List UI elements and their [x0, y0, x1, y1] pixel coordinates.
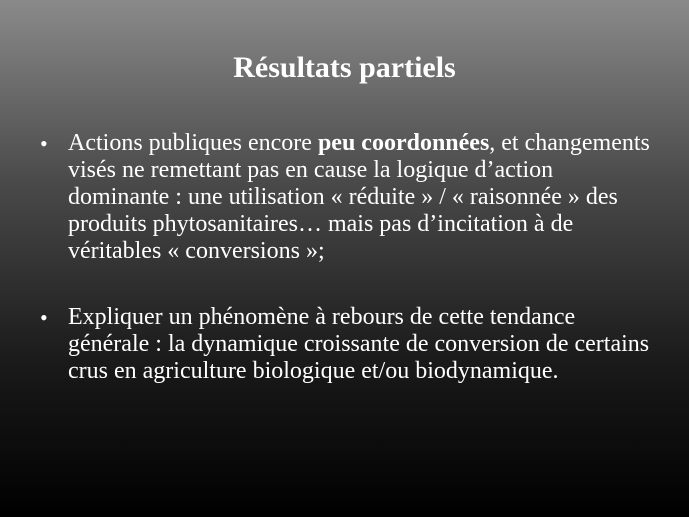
bullet-item — [40, 304, 660, 385]
bullet-text-part: Actions publiques encore — [68, 130, 318, 156]
bullet-marker-icon: • — [40, 305, 48, 330]
bullet-text: Expliquer un phénomène à rebours de cette tendance générale : la dynamique croissante de conversion de certains crus en agriculture biologique et/ou biodynamique. — [68, 304, 650, 384]
bullet-emphasis: peu coordonnées — [317, 130, 490, 156]
bullet-text-part: , et changements visés ne remettant pas en cause la logique d’action dominante : une utilisation « réduite » / « raisonnée » des produits phytosanitaires… mais pas d’incitation à de véritables « conversions »; — [68, 130, 650, 264]
bullet-list — [40, 130, 660, 424]
slide-title: Résultats partiels — [233, 51, 456, 84]
bullet-item — [40, 130, 660, 265]
bullet-marker-icon: • — [40, 131, 48, 156]
